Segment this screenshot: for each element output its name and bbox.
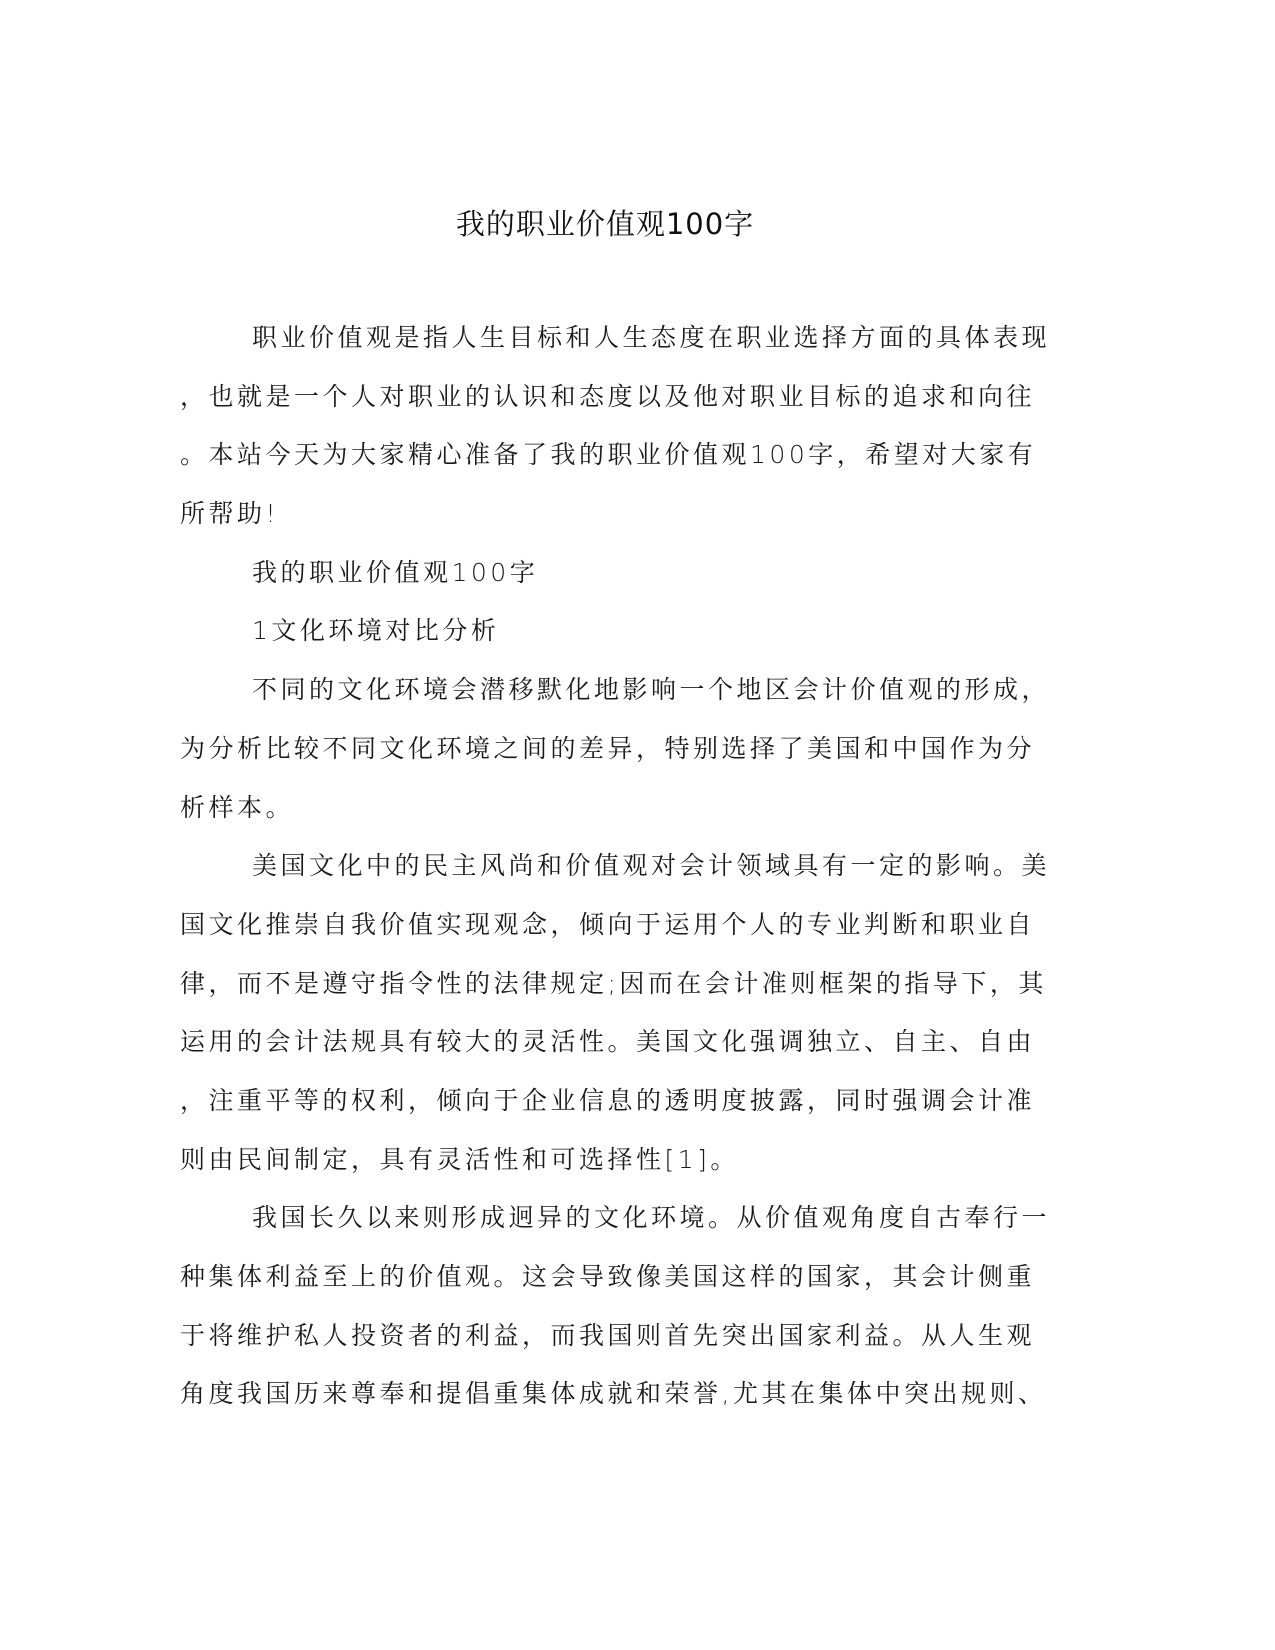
text-line: 于将维护私人投资者的利益，而我国则首先突出国家利益。从人生观 (180, 1320, 1036, 1350)
text-line: 析样本。 (180, 792, 295, 822)
text-line: 职业价值观是指人生目标和人生态度在职业选择方面的具体表现 (252, 323, 1051, 352)
text-line: 我国长久以来则形成迥异的文化环境。从价值观角度自古奉行一 (252, 1203, 1051, 1233)
text-line: 我的职业价值观100字 (252, 557, 539, 587)
text-line: 所帮助! (180, 499, 280, 529)
text-line: 美国文化中的民主风尚和价值观对会计领域具有一定的影响。美 (252, 851, 1051, 881)
text-line: ，注重平等的权利，倾向于企业信息的透明度披露，同时强调会计准 (180, 1085, 1036, 1115)
text-line: 。本站今天为大家精心准备了我的职业价值观100字，希望对大家有 (180, 440, 1037, 470)
text-line: 种集体利益至上的价值观。这会导致像美国这样的国家，其会计侧重 (180, 1262, 1036, 1291)
text-line: ，也就是一个人对职业的认识和态度以及他对职业目标的追求和向往 (180, 381, 1036, 411)
text-line: 则由民间制定，具有灵活性和可选择性[1]。 (180, 1144, 739, 1174)
document-title: 我的职业价值观100字 (455, 207, 755, 241)
text-line: 角度我国历来尊奉和提倡重集体成就和荣誉,尤其在集体中突出规则、 (180, 1379, 1047, 1409)
text-line: 律，而不是遵守指令性的法律规定;因而在会计准则框架的指导下，其 (180, 968, 1047, 998)
text-line: 不同的文化环境会潜移默化地影响一个地区会计价值观的形成， (252, 675, 1051, 705)
text-line: 国文化推崇自我价值实现观念，倾向于运用个人的专业判断和职业自 (180, 909, 1036, 939)
text-line: 1文化环境对比分析 (252, 616, 500, 646)
document-body (180, 318, 1051, 1433)
text-line: 运用的会计法规具有较大的灵活性。美国文化强调独立、自主、自由 (180, 1027, 1036, 1057)
text-line: 为分析比较不同文化环境之间的差异，特别选择了美国和中国作为分 (180, 733, 1036, 763)
